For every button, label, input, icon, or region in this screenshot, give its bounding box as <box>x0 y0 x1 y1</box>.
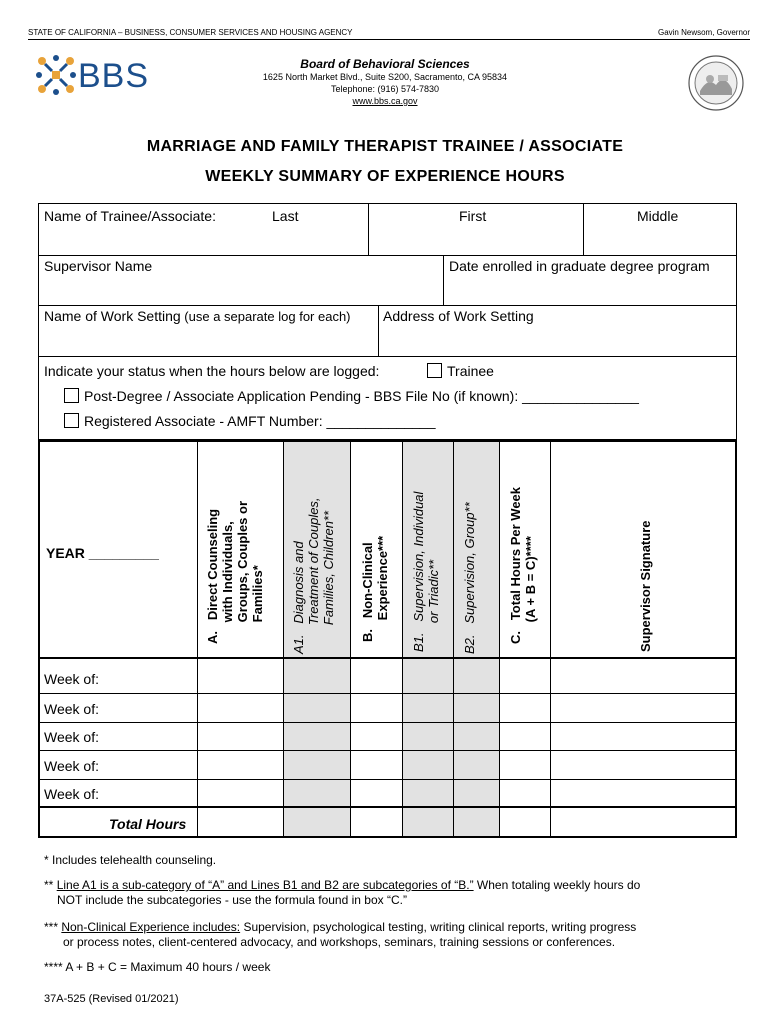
year-label: YEAR _________ <box>46 545 159 561</box>
registered-associate-option-label: Registered Associate - AMFT Number: ______________ <box>84 413 436 429</box>
col-a1-header: A1. Diagnosis and Treatment of Couples, Families, Children** <box>291 497 336 654</box>
footnote-subcategories-prefix: ** <box>44 878 57 892</box>
week-of-label-3: Week of: <box>44 729 99 745</box>
supervisor-name-label: Supervisor Name <box>44 258 153 274</box>
status-label: Indicate your status when the hours below are logged: <box>44 363 380 379</box>
trainee-checkbox[interactable] <box>427 363 442 378</box>
footnote-subcategories <box>44 878 640 908</box>
work-address-field[interactable] <box>380 328 735 355</box>
week-of-label-4: Week of: <box>44 758 99 774</box>
footnote-nonclinical <box>44 920 636 950</box>
form-id: 37A-525 (Revised 01/2021) <box>44 993 179 1005</box>
board-telephone: Telephone: (916) 574-7830 <box>330 84 440 94</box>
top-header-bar <box>28 27 750 40</box>
work-setting-note: (use a separate log for each) <box>180 309 351 324</box>
name-divider <box>368 203 369 256</box>
hours-entry-grid[interactable] <box>198 659 737 836</box>
col-c-header: C. Total Hours Per Week (A + B = C)**** <box>508 486 538 644</box>
footnote-maximum-hours: **** A + B + C = Maximum 40 hours / week <box>44 960 271 974</box>
col-b-header: B. Non-Clinical Experience*** <box>360 535 390 642</box>
col-a-header: A. Direct Counseling with Individuals, Groups, Couples or Families* <box>205 500 265 644</box>
name-divider <box>583 203 584 256</box>
trainee-option-label: Trainee <box>447 363 494 379</box>
week-of-label-5: Week of: <box>44 786 99 802</box>
footnote-telehealth: * Includes telehealth counseling. <box>44 853 217 867</box>
post-degree-checkbox[interactable] <box>64 388 79 403</box>
board-address: 1625 North Market Blvd., Suite S200, Sacramento, CA 95834 <box>262 72 508 82</box>
trainee-name-label: Name of Trainee/Associate: <box>44 208 216 224</box>
form-title-line1: MARRIAGE AND FAMILY THERAPIST TRAINEE / ASSOCIATE <box>146 138 624 155</box>
supervisor-divider <box>443 255 444 306</box>
col-signature-header: Supervisor Signature <box>638 520 653 652</box>
week-of-label-2: Week of: <box>44 701 99 717</box>
footnote-nonclinical-underlined: Non-Clinical Experience includes: <box>61 920 241 934</box>
col-b2-header: B2. Supervision, Group** <box>462 502 477 654</box>
footnote-nonclinical-line2: or process notes, client-centered advocacy, and workshops, seminars, training sessions or conferences. <box>63 935 616 949</box>
col-b1-header: B1. Supervision, Individual or Triadic** <box>411 491 441 652</box>
agency-info <box>0 57 770 107</box>
work-address-label: Address of Work Setting <box>383 308 534 324</box>
first-name-field[interactable] <box>370 226 581 254</box>
trainee-option <box>427 363 494 379</box>
state-agency-line: STATE OF CALIFORNIA – BUSINESS, CONSUMER SERVICES AND HOUSING AGENCY <box>28 28 353 37</box>
governor-name: Gavin Newsom, Governor <box>657 28 750 37</box>
registered-associate-checkbox[interactable] <box>64 413 79 428</box>
last-name-field[interactable] <box>40 226 366 254</box>
middle-name-field[interactable] <box>585 226 735 254</box>
work-setting-label <box>44 308 351 324</box>
last-name-label: Last <box>272 208 299 224</box>
total-hours-label: Total Hours <box>109 816 187 832</box>
date-enrolled-label: Date enrolled in graduate degree program <box>449 258 710 274</box>
first-name-label: First <box>459 208 487 224</box>
footnote-nonclinical-rest: Supervision, psychological testing, writing clinical reports, writing progress <box>240 920 637 934</box>
footnote-subcategories-rest: When totaling weekly hours do <box>473 878 641 892</box>
form-title-line2: WEEKLY SUMMARY OF EXPERIENCE HOURS <box>205 168 565 185</box>
date-enrolled-field[interactable] <box>445 278 735 304</box>
footnote-subcategories-underlined: Line A1 is a sub-category of “A” and Lines B1 and B2 are subcategories of “B.” <box>56 878 474 892</box>
supervisor-name-field[interactable] <box>40 278 441 304</box>
work-setting-divider <box>378 305 379 357</box>
california-seal-icon <box>688 55 744 111</box>
bbs-wordmark: BBS <box>78 57 150 95</box>
board-name: Board of Behavioral Sciences <box>300 57 470 71</box>
footnote-subcategories-line2: NOT include the subcategories - use the formula found in box “C.” <box>57 893 407 907</box>
footnote-nonclinical-prefix: *** <box>44 920 62 934</box>
work-setting-label-text: Name of Work Setting <box>44 308 181 324</box>
registered-associate-option <box>64 413 436 429</box>
middle-name-label: Middle <box>637 208 679 224</box>
work-setting-field[interactable] <box>40 328 376 355</box>
post-degree-option-label: Post-Degree / Associate Application Pending - BBS File No (if known): _______________ <box>84 388 639 404</box>
board-website-link[interactable]: www.bbs.ca.gov <box>352 96 418 106</box>
week-of-label-1: Week of: <box>44 671 99 687</box>
post-degree-option <box>64 388 639 404</box>
